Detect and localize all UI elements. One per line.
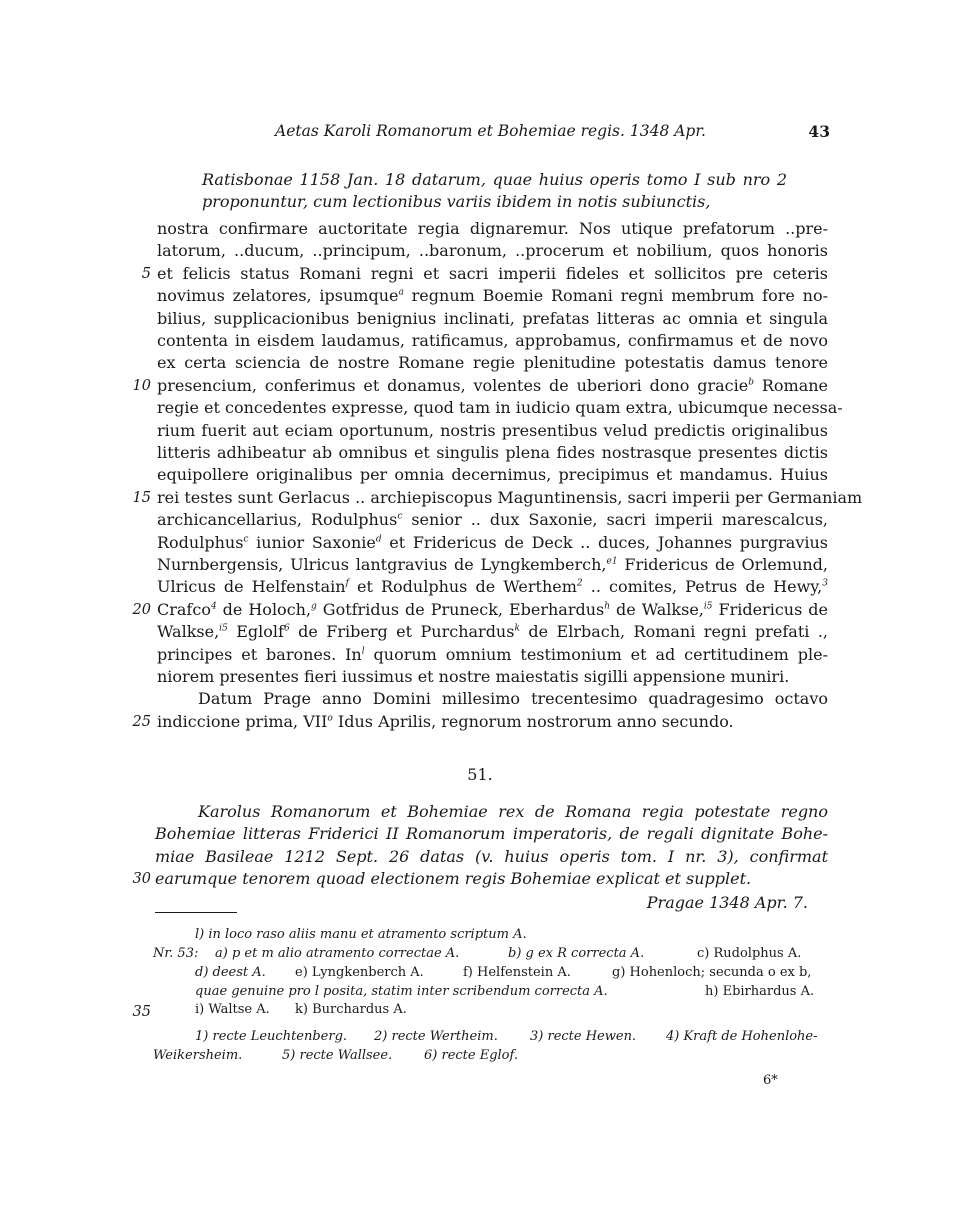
- charter-line: Datum Prage anno Domini millesimo trecentesimo quadragesimo octavo: [198, 689, 828, 709]
- footnote: d) deest A.: [195, 965, 266, 980]
- charter-line: Rodulphus$^c$ iunior Saxonie$^d$ et Fridericus de Deck .. duces, Johannes purgravius: [157, 532, 828, 552]
- charter-line: novimus zelatores, ipsumque$^a$ regnum Boemie Romani regni membrum fore no-: [157, 286, 829, 306]
- footnote: l) in loco raso aliis manu et atramento scriptum A.: [195, 927, 527, 942]
- line-number: 15: [132, 489, 151, 506]
- footnote: h) Ebirhardus A.: [705, 984, 815, 999]
- footnote: b) g ex R correcta A.: [508, 946, 645, 961]
- charter-line: latorum, ..ducum, ..principum, ..baronum, ..procerum et nobilium, quos honoris: [157, 241, 828, 261]
- charter-line: bilius, supplicacionibus benignius inclinati, prefatas litteras ac omnia et singula: [157, 308, 828, 328]
- line-number: 25: [132, 713, 151, 730]
- charter-line: principes et barones. In$^l$ quorum omnium testimonium et ad certitudinem ple-: [157, 644, 829, 664]
- footnote: g) Hohenloch; secunda o ex b,: [612, 965, 812, 980]
- footnote-reference: Nr. 53:: [153, 946, 199, 961]
- footnote: quae genuine pro l posita, statim inter scribendum correcta A.: [195, 984, 608, 999]
- footnote: f) Helfenstein A.: [463, 965, 571, 980]
- footnote: Weikersheim.: [153, 1048, 243, 1063]
- charter-line: Walkse,$^{i5}$ Eglolf$^6$ de Friberg et Purchardus$^k$ de Elrbach, Romani regni prefati .,: [157, 622, 828, 642]
- charter-line: niorem presentes fieri iussimus et nostre maiestatis sigilli appensione muniri.: [157, 667, 790, 686]
- charter-line: ex certa sciencia de nostre Romane regie plenitudine potestatis damus tenore: [157, 353, 828, 373]
- summary-line: proponuntur, cum lectionibus variis ibidem in notis subiunctis,: [202, 192, 711, 211]
- line-number: 5: [141, 265, 151, 282]
- charter-line: Crafco$^4$ de Holoch,$^g$ Gotfridus de Pruneck, Eberhardus$^h$ de Walkse,$^{i5}$ Fridericus de: [157, 599, 828, 619]
- line-number: 20: [132, 601, 151, 618]
- charter-line: contenta in eisdem laudamus, ratificamus, approbamus, confirmamus et de novo: [157, 331, 828, 350]
- footnote: k) Burchardus A.: [295, 1002, 407, 1017]
- running-title: Aetas Karoli Romanorum et Bohemiae regis. 1348 Apr.: [275, 122, 706, 140]
- footnote: 3) recte Hewen.: [530, 1029, 637, 1044]
- regest-line: Bohemiae litteras Friderici II Romanorum imperatoris, de regali dignitate Bohe-: [155, 824, 828, 843]
- line-number: 10: [132, 377, 151, 394]
- charter-line: rei testes sunt Gerlacus .. archiepiscopus Maguntinensis, sacri imperii per Germaniam: [157, 487, 863, 507]
- charter-line: et felicis status Romani regni et sacri imperii fideles et sollicitos pre ceteris: [157, 263, 828, 283]
- footnote: 5) recte Wallsee.: [282, 1048, 393, 1063]
- line-number: 30: [132, 871, 151, 887]
- charter-line: equipollere originalibus per omnia decernimus, precipimus et mandamus. Huius: [157, 465, 828, 485]
- footnote: 6) recte Eglof.: [424, 1048, 518, 1063]
- footnote: i) Waltse A.: [195, 1002, 270, 1017]
- document-number: 51.: [467, 765, 493, 784]
- charter-line: rium fuerit aut eciam oportunum, nostris presentibus velud predictis originalibus: [157, 420, 828, 440]
- regest-line: Karolus Romanorum et Bohemiae rex de Romana regia potestate regno: [198, 802, 828, 821]
- footnote: e) Lyngkenberch A.: [295, 965, 424, 980]
- line-number: 35: [132, 1004, 151, 1020]
- charter-line: litteris adhibeatur ab omnibus et singulis plena fides nostrasque presentes dictis: [157, 443, 828, 462]
- footnote: a) p et m alio atramento correctae A.: [215, 946, 460, 961]
- page-header: [155, 122, 830, 146]
- page-number: 43: [808, 122, 830, 141]
- regest-line: earumque tenorem quoad electionem regis Bohemiae explicat et supplet.: [155, 869, 752, 888]
- regest-date: Pragae 1348 Apr. 7.: [646, 893, 808, 912]
- charter-line: Nurnbergensis, Ulricus lantgravius de Lyngkemberch,$^{e1}$ Fridericus de Orlemund,: [157, 555, 829, 574]
- regest-line: miae Basileae 1212 Sept. 26 datas (v. huius operis tom. I nr. 3), confirmat: [155, 847, 828, 866]
- footnote: 1) recte Leuchtenberg.: [195, 1029, 348, 1044]
- summary-line: Ratisbonae 1158 Jan. 18 datarum, quae huius operis tomo I sub nro 2: [202, 170, 787, 189]
- charter-line: archicancellarius, Rodulphus$^c$ senior .. dux Saxonie, sacri imperii marescalcus,: [157, 510, 829, 530]
- footnote: 4) Kraft de Hohenlohe-: [666, 1029, 818, 1044]
- signature-mark: 6*: [763, 1073, 778, 1088]
- charter-line: Ulricus de Helfenstain$^f$ et Rodulphus de Werthem$^2$ .. comites, Petrus de Hewy,$^3$: [157, 577, 828, 597]
- footnote: 2) recte Wertheim.: [374, 1029, 498, 1044]
- charter-line: nostra confirmare auctoritate regia dignaremur. Nos utique prefatorum ..pre-: [157, 219, 828, 238]
- charter-line: regie et concedentes expresse, quod tam in iudicio quam extra, ubicumque necessa-: [157, 398, 843, 418]
- footnote: c) Rudolphus A.: [697, 946, 802, 961]
- charter-line: indiccione prima, VII$^o$ Idus Aprilis, regnorum nostrorum anno secundo.: [157, 711, 734, 731]
- footnote-rule: [155, 912, 237, 913]
- charter-line: presencium, conferimus et donamus, volentes de uberiori dono gracie$^b$ Romane: [157, 375, 829, 395]
